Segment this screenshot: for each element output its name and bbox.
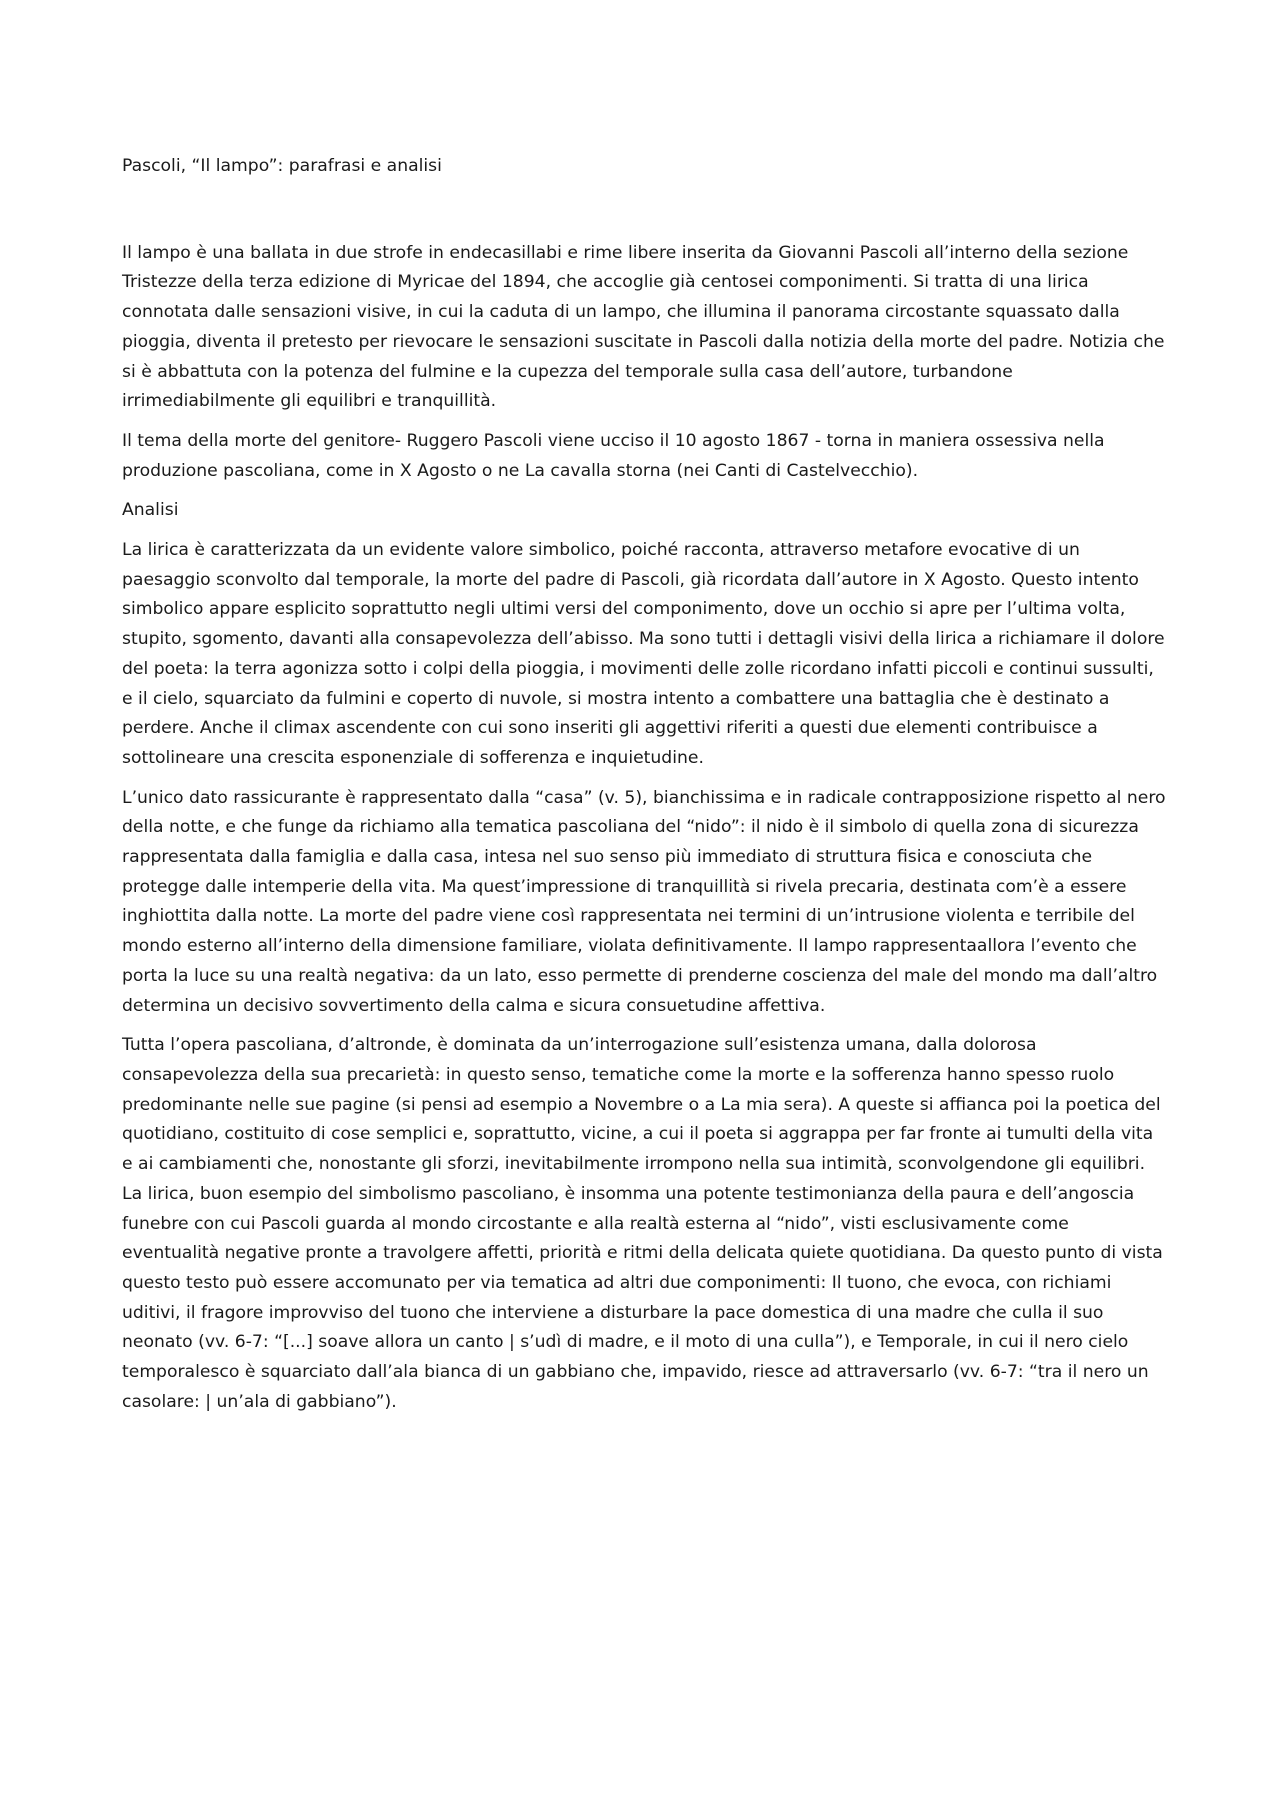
intro-paragraph-2: Il tema della morte del genitore- Ruggero Pascoli viene ucciso il 10 agosto 1867 - torna in maniera ossessiva nella produzione pascoliana, come in X Agosto o ne La cavalla storna (nei Canti di Castelvecchio). — [122, 430, 1105, 481]
document-title: Pascoli, “Il lampo”: parafrasi e analisi — [122, 156, 442, 176]
analysis-paragraph-2: L’unico dato rassicurante è rappresentato dalla “casa” (v. 5), bianchissima e in radicale contrapposizione rispetto al nero della notte, e che funge da richiamo alla tematica pascoliana del “nido”: il nido è il simbolo di quella zona di sicurezza rappresentata dalla famiglia e dalla casa, intesa nel suo senso più immediato di struttura fisica e conosciuta che protegge dalle intemperie della vita. Ma quest’impressione di tranquillità si rivela precaria, destinata com’è a essere inghiottita dalla notte. La morte del padre viene così rappresentata nei termini di un’intrusione violenta e terribile del mondo esterno all’interno della dimensione familiare, violata definitivamente. Il lampo rappresentaallora l’evento che porta la luce su una realtà negativa: da un lato, esso permette di prenderne coscienza del male del mondo ma dall’altro determina un decisivo sovvertimento della calma e sicura consuetudine affettiva. — [122, 787, 1166, 1016]
section-heading-analisi: Analisi — [122, 500, 179, 521]
analysis-paragraph-1: La lirica è caratterizzata da un evidente valore simbolico, poiché racconta, attraverso metafore evocative di un paesaggio sconvolto dal temporale, la morte del padre di Pascoli, già ricordata dall’autore in X Agosto. Questo intento simbolico appare esplicito soprattutto negli ultimi versi del componimento, dove un occhio si apre per l’ultima volta, stupito, sgomento, davanti alla consapevolezza dell’abisso. Ma sono tutti i dettagli visivi della lirica a richiamare il dolore del poeta: la terra agonizza sotto i colpi della pioggia, i movimenti delle zolle ricordano infatti piccoli e continui sussulti, e il cielo, squarciato da fulmini e coperto di nuvole, si mostra intento a combattere una battaglia che è destinato a perdere. Anche il climax ascendente con cui sono inseriti gli aggettivi riferiti a questi due elementi contribuisce a sottolineare una crescita esponenziale di sofferenza e inquietudine. — [122, 540, 1165, 768]
document-body — [122, 152, 1168, 1427]
intro-paragraph-1: Il lampo è una ballata in due strofe in endecasillabi e rime libere inserita da Giovanni Pascoli all’interno della sezione Tristezze della terza edizione di Myricae del 1894, che accoglie già centosei componimenti. Si tratta di una lirica connotata dalle sensazioni visive, in cui la caduta di un lampo, che illumina il panorama circostante squassato dalla pioggia, diventa il pretesto per rievocare le sensazioni suscitate in Pascoli dalla notizia della morte del padre. Notizia che si è abbattuta con la potenza del fulmine e la cupezza del temporale sulla casa dell’autore, turbandone irrimediabilmente gli equilibri e tranquillità. — [122, 242, 1165, 412]
analysis-paragraph-3: Tutta l’opera pascoliana, d’altronde, è dominata da un’interrogazione sull’esistenza umana, dalla dolorosa consapevolezza della sua precarietà: in questo senso, tematiche come la morte e la sofferenza hanno spesso ruolo predominante nelle sue pagine (si pensi ad esempio a Novembre o a La mia sera). A queste si affianca poi la poetica del quotidiano, costituito di cose semplici e, soprattutto, vicine, a cui il poeta si aggrappa per far fronte ai tumulti della vita e ai cambiamenti che, nonostante gli sforzi, inevitabilmente irrompono nella sua intimità, sconvolgendone gli equilibri. La lirica, buon esempio del simbolismo pascoliano, è insomma una potente testimonianza della paura e dell’angoscia funebre con cui Pascoli guarda al mondo circostante e alla realtà esterna al “nido”, visti esclusivamente come eventualità negative pronte a travolgere affetti, priorità e ritmi della delicata quiete quotidiana. Da questo punto di vista questo testo può essere accomunato per via tematica ad altri due componimenti: Il tuono, che evoca, con richiami uditivi, il fragore improvviso del tuono che interviene a disturbare la pace domestica di una madre che culla il suo neonato (vv. 6-7: “[...] soave allora un canto | s’udì di madre, e il moto di una culla”), e Temporale, in cui il nero cielo temporalesco è squarciato dall’ala bianca di un gabbiano che, impavido, riesce ad attraversarlo (vv. 6-7: “tra il nero un casolare: | un’ala di gabbiano”). — [122, 1035, 1163, 1412]
